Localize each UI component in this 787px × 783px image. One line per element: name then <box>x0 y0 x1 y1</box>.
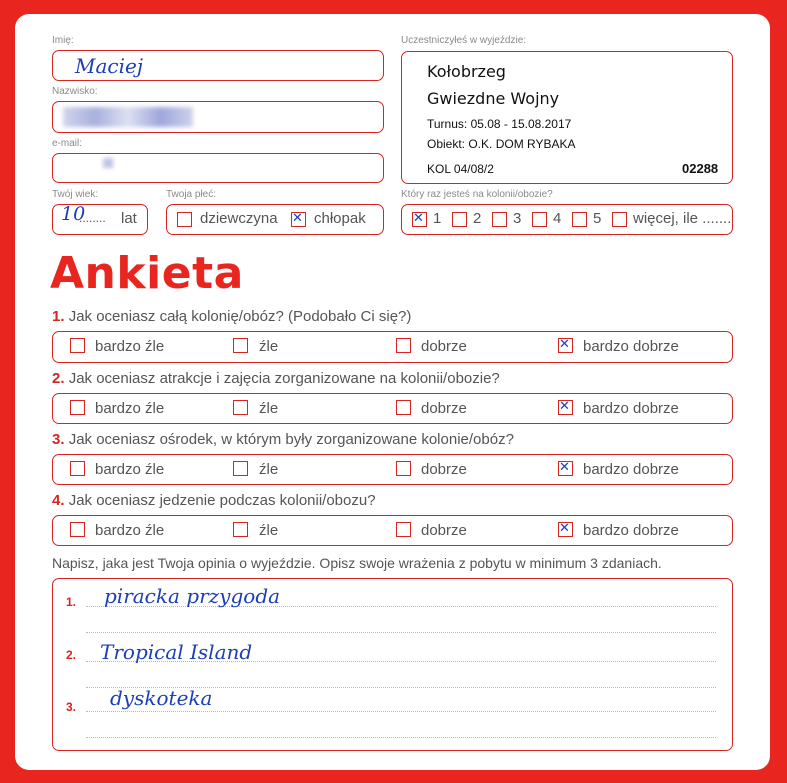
question-text: Jak oceniasz ośrodek, w którym były zorganizowane kolonie/obóz? <box>68 431 514 448</box>
rating-label: źle <box>259 522 279 539</box>
rating-label: bardzo dobrze <box>583 338 679 355</box>
opinion-rule <box>86 737 716 738</box>
trip-obiekt: Obiekt: O.K. DOM RYBAKA <box>427 137 576 151</box>
opinion-rule <box>86 711 716 712</box>
question-1 <box>52 308 411 325</box>
times-checkbox-2[interactable] <box>452 212 467 227</box>
rating-label: bardzo źle <box>95 522 165 539</box>
rating-checkbox[interactable] <box>233 400 248 415</box>
rating-checkbox-selected[interactable] <box>558 461 573 476</box>
rating-row-1 <box>52 331 733 363</box>
rating-checkbox[interactable] <box>396 522 411 537</box>
rating-checkbox-selected[interactable] <box>558 522 573 537</box>
rating-row-2 <box>52 393 733 424</box>
trip-code: KOL 04/08/2 <box>427 162 494 176</box>
question-4 <box>52 492 376 509</box>
question-number: 3. <box>52 431 65 448</box>
opinion-line-number: 2. <box>66 648 77 662</box>
checkmark-icon: ✕ <box>559 399 570 414</box>
rating-label: źle <box>259 400 279 417</box>
trip-city: Kołobrzeg <box>427 62 506 81</box>
checkmark-icon: ✕ <box>559 337 570 352</box>
times-checkbox-5[interactable] <box>572 212 587 227</box>
age-field[interactable] <box>52 204 148 235</box>
rating-label: bardzo źle <box>95 400 165 417</box>
question-text: Jak oceniasz całą kolonię/obóz? (Podobało Ci się?) <box>68 308 412 325</box>
opinion-line-number: 3. <box>66 700 77 714</box>
gender-checkbox-male[interactable] <box>291 212 306 227</box>
rating-label: bardzo dobrze <box>583 400 679 417</box>
email-label: e-mail: <box>52 138 83 149</box>
gender-label: Twoja płeć: <box>166 189 217 200</box>
rating-label: dobrze <box>421 522 467 539</box>
times-checkbox-3[interactable] <box>492 212 507 227</box>
opinion-line-1: piracka przygoda <box>104 584 281 608</box>
age-value: 10 <box>61 203 86 225</box>
trip-info-box <box>401 51 733 184</box>
email-field[interactable] <box>52 153 384 183</box>
question-2 <box>52 370 500 387</box>
opinion-line-3: dyskoteka <box>110 686 213 710</box>
surname-field[interactable] <box>52 101 384 133</box>
times-option-5: 5 <box>593 210 602 227</box>
surname-redacted <box>63 107 193 127</box>
times-label: Który raz jesteś na kolonii/obozie? <box>401 189 553 200</box>
question-text: Jak oceniasz jedzenie podczas kolonii/obozu? <box>68 492 376 509</box>
age-unit: lat <box>121 210 137 227</box>
surname-label: Nazwisko: <box>52 86 98 97</box>
trip-turnus: Turnus: 05.08 - 15.08.2017 <box>427 117 572 131</box>
times-option-1: 1 <box>433 210 442 227</box>
name-field[interactable] <box>52 50 384 81</box>
trip-theme: Gwiezdne Wojny <box>427 89 560 108</box>
rating-checkbox[interactable] <box>396 400 411 415</box>
trip-number: 02288 <box>682 161 719 176</box>
rating-label: dobrze <box>421 338 467 355</box>
rating-checkbox[interactable] <box>233 522 248 537</box>
opinion-rule <box>86 632 716 633</box>
gender-option-female: dziewczyna <box>200 210 278 227</box>
times-field <box>401 204 733 235</box>
times-checkbox-4[interactable] <box>532 212 547 227</box>
rating-label: źle <box>259 461 279 478</box>
checkmark-icon: ✕ <box>559 521 570 536</box>
trip-label: Uczestniczyłeś w wyjeździe: <box>401 35 527 46</box>
opinion-line-number: 1. <box>66 595 77 609</box>
rating-label: bardzo źle <box>95 461 165 478</box>
age-label: Twój wiek: <box>52 189 99 200</box>
gender-option-male: chłopak <box>314 210 366 227</box>
checkmark-icon: ✕ <box>292 211 303 226</box>
rating-row-4 <box>52 515 733 546</box>
times-checkbox-more[interactable] <box>612 212 627 227</box>
rating-checkbox[interactable] <box>70 461 85 476</box>
checkmark-icon: ✕ <box>559 460 570 475</box>
checkmark-icon: ✕ <box>413 211 424 226</box>
email-redacted <box>103 158 113 168</box>
rating-label: dobrze <box>421 461 467 478</box>
name-value: Maciej <box>75 54 144 78</box>
question-text: Jak oceniasz atrakcje i zajęcia zorganizowane na kolonii/obozie? <box>68 370 500 387</box>
times-option-2: 2 <box>473 210 482 227</box>
survey-title: Ankieta <box>50 248 244 299</box>
name-label: Imię: <box>52 35 74 46</box>
rating-checkbox[interactable] <box>70 400 85 415</box>
age-dots: ........ <box>79 211 106 225</box>
rating-checkbox-selected[interactable] <box>558 400 573 415</box>
opinion-line-2: Tropical Island <box>100 640 253 664</box>
rating-label: źle <box>259 338 279 355</box>
rating-label: bardzo dobrze <box>583 522 679 539</box>
rating-label: bardzo źle <box>95 338 165 355</box>
opinion-prompt: Napisz, jaka jest Twoja opinia o wyjeździe. Opisz swoje wrażenia z pobytu w minimum 3 zdaniach. <box>52 555 662 571</box>
times-option-4: 4 <box>553 210 562 227</box>
rating-row-3 <box>52 454 733 485</box>
gender-field <box>166 204 384 235</box>
question-number: 4. <box>52 492 65 509</box>
times-option-3: 3 <box>513 210 522 227</box>
gender-checkbox-female[interactable] <box>177 212 192 227</box>
times-checkbox-1[interactable] <box>412 212 427 227</box>
rating-checkbox[interactable] <box>70 522 85 537</box>
rating-checkbox[interactable] <box>396 338 411 353</box>
rating-checkbox[interactable] <box>396 461 411 476</box>
rating-checkbox[interactable] <box>233 461 248 476</box>
question-3 <box>52 431 514 448</box>
question-number: 2. <box>52 370 65 387</box>
rating-checkbox[interactable] <box>233 338 248 353</box>
rating-label: dobrze <box>421 400 467 417</box>
rating-label: bardzo dobrze <box>583 461 679 478</box>
question-number: 1. <box>52 308 65 325</box>
times-option-more: więcej, ile ....... <box>633 210 732 227</box>
rating-checkbox[interactable] <box>70 338 85 353</box>
rating-checkbox-selected[interactable] <box>558 338 573 353</box>
